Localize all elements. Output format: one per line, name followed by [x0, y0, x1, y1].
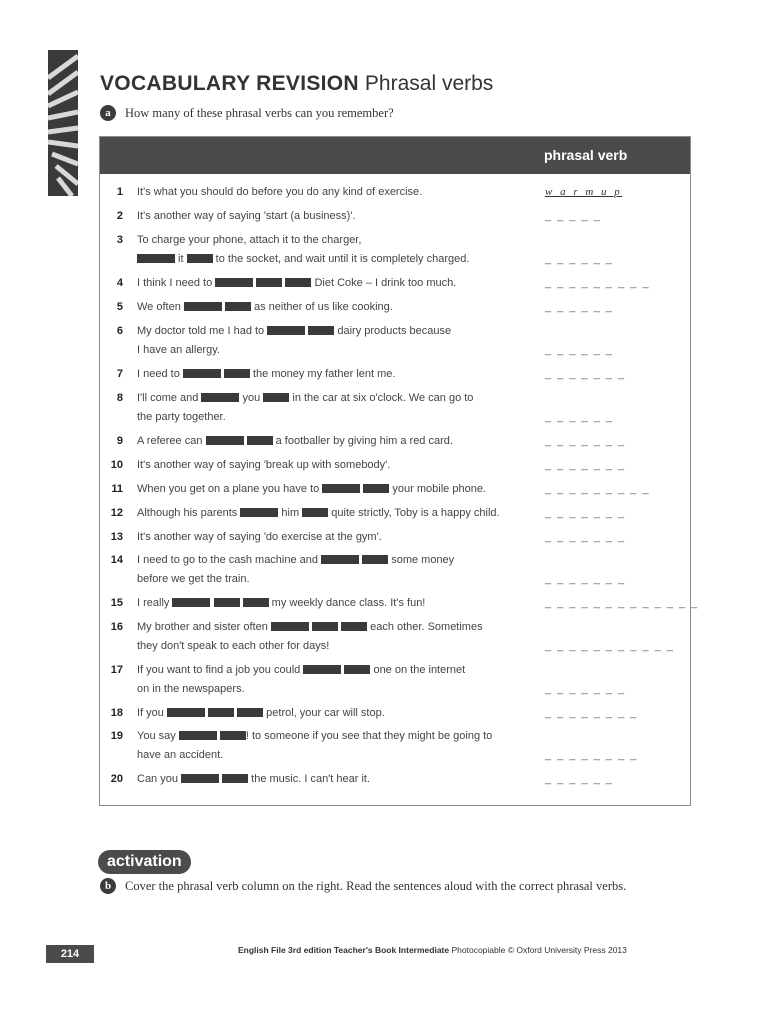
row-sentence: To charge your phone, attach it to the charger, it to the socket, and wait until it is completely charged.: [137, 234, 470, 265]
instruction-a-text: How many of these phrasal verbs can you remember?: [125, 105, 394, 120]
title-bold: VOCABULARY REVISION: [100, 72, 359, 95]
row-sentence: It's another way of saying 'break up with somebody'.: [137, 459, 391, 471]
instruction-b: [100, 878, 626, 894]
answer-field: _ _ _ _ _: [545, 210, 602, 222]
answer-field: _ _ _ _ _ _ _: [545, 531, 626, 543]
row-sentence: We often as neither of us like cooking.: [137, 301, 393, 313]
row-number: 11: [111, 483, 123, 495]
row-sentence: I think I need to Diet Coke – I drink too much.: [137, 277, 457, 289]
row-sentence: If you want to find a job you could one on the internet on in the newspapers.: [137, 664, 466, 695]
row-number: 13: [110, 531, 123, 543]
row-number: 2: [116, 210, 123, 222]
row-number: 9: [116, 435, 123, 447]
row-number: 5: [116, 301, 123, 313]
answer-field: _ _ _ _ _ _ _ _ _ _ _: [545, 640, 675, 652]
row-number: 6: [116, 325, 123, 337]
row-sentence: I need to the money my father lent me.: [137, 368, 396, 380]
row-sentence: I really my weekly dance class. It's fun!: [137, 597, 426, 609]
row-number: 10: [110, 459, 123, 471]
row-sentence: Can you the music. I can't hear it.: [137, 773, 371, 785]
row-sentence: A referee can a footballer by giving him a red card.: [137, 435, 453, 447]
row-number: 1: [116, 186, 123, 198]
row-sentence: It's another way of saying 'start (a business)'.: [137, 210, 356, 222]
row-number: 15: [110, 597, 123, 609]
row-number: 20: [110, 773, 123, 785]
answer-field: _ _ _ _ _ _ _: [545, 459, 626, 471]
instruction-b-text: Cover the phrasal verb column on the right. Read the sentences aloud with the correct phrasal verbs.: [125, 878, 627, 893]
answer-field: _ _ _ _ _ _ _: [545, 573, 626, 585]
column-header-phrasal-verb: phrasal verb: [544, 147, 628, 163]
row-number: 4: [116, 277, 123, 289]
answer-field: _ _ _ _ _ _ _ _ _: [545, 277, 651, 289]
row-number: 18: [110, 707, 123, 719]
footer-title: English File 3rd edition Teacher's Book Intermediate: [238, 945, 450, 955]
footer: [238, 945, 627, 955]
row-sentence: When you get on a plane you have to your mobile phone.: [137, 483, 486, 495]
page-title: [100, 72, 493, 96]
page-number: 214: [46, 945, 94, 963]
answer-field: w a r m u p: [545, 186, 623, 198]
answer-field: _ _ _ _ _ _: [545, 253, 614, 265]
answer-field: _ _ _ _ _ _ _ _ _: [545, 483, 651, 495]
row-number: 17: [110, 664, 123, 676]
row-number: 16: [110, 621, 123, 633]
row-sentence: I'll come and you in the car at six o'clock. We can go to the party together.: [137, 392, 474, 423]
decorative-stripes: [48, 50, 78, 196]
row-sentence: My brother and sister often each other. Sometimes they don't speak to each other for days!: [137, 621, 483, 652]
answer-field: _ _ _ _ _ _: [545, 344, 614, 356]
answer-field: _ _ _ _ _ _ _: [545, 507, 626, 519]
answer-field: _ _ _ _ _ _ _ _: [545, 749, 638, 761]
answer-field: _ _ _ _ _ _ _ _ _ _ _ _ _: [545, 597, 699, 609]
badge-a: a: [100, 105, 116, 121]
row-sentence: It's another way of saying 'do exercise at the gym'.: [137, 531, 382, 543]
answer-field: _ _ _ _ _ _: [545, 301, 614, 313]
exercise-table: [99, 136, 699, 806]
row-sentence: It's what you should do before you do any kind of exercise.: [137, 186, 423, 198]
row-sentence: I need to go to the cash machine and some money before we get the train.: [137, 554, 455, 585]
answer-field: _ _ _ _ _ _: [545, 411, 614, 423]
footer-copyright: Photocopiable © Oxford University Press 2013: [451, 945, 627, 955]
instruction-a: [100, 105, 394, 121]
answer-field: _ _ _ _ _ _ _: [545, 435, 626, 447]
row-number: 19: [110, 730, 123, 742]
table-header: [100, 137, 690, 174]
answer-field: _ _ _ _ _ _: [545, 773, 614, 785]
badge-b: b: [100, 878, 116, 894]
row-sentence: If you petrol, your car will stop.: [137, 707, 385, 719]
row-number: 8: [116, 392, 123, 404]
answer-field: _ _ _ _ _ _ _: [545, 368, 626, 380]
row-number: 14: [110, 554, 123, 566]
row-number: 7: [116, 368, 123, 380]
title-light: Phrasal verbs: [364, 72, 494, 95]
row-number: 12: [110, 507, 123, 519]
answer-field: _ _ _ _ _ _ _ _: [545, 707, 638, 719]
row-sentence: Although his parents him quite strictly, Toby is a happy child.: [137, 507, 500, 519]
row-sentence: You say ! to someone if you see that they might be going to have an accident.: [137, 730, 493, 761]
row-sentence: My doctor told me I had to dairy products because I have an allergy.: [137, 325, 452, 356]
answer-field: _ _ _ _ _ _ _: [545, 683, 626, 695]
row-number: 3: [116, 234, 123, 246]
activation-label: activation: [98, 850, 191, 874]
